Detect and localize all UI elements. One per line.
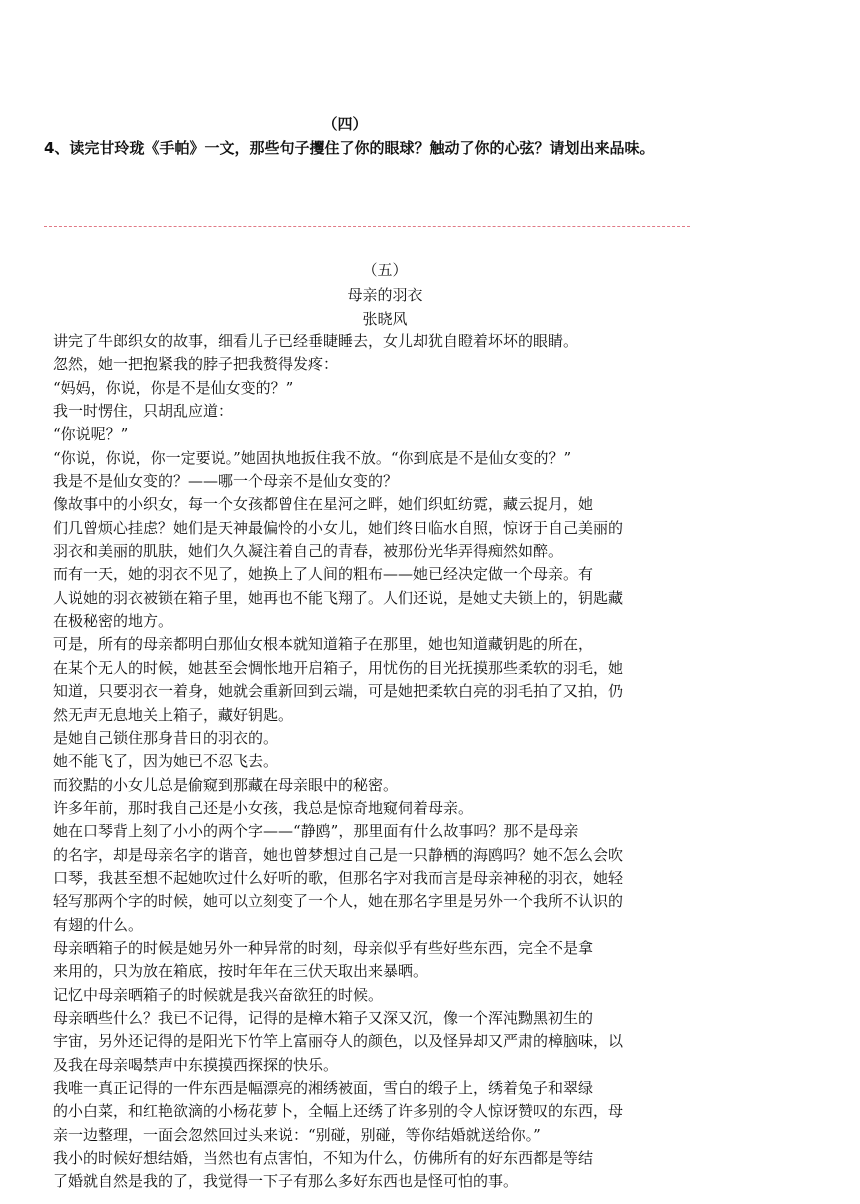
text-line: 在某个无人的时候，她甚至会惆怅地开启箱子，用忧伤的目光抚摸那些柔软的羽毛，她 — [53, 658, 624, 677]
text-line: 忽然，她一把抱紧我的脖子把我赘得发疼： — [53, 355, 339, 374]
text-line: 讲完了牛郎织女的故事，细看儿子已经垂睫睡去，女儿却犹自瞪着坏坏的眼睛。 — [53, 332, 579, 350]
text-line: 羽衣和美丽的肌肤，她们久久凝注着自己的青春，被那份光华弄得痴然如醉。 — [53, 542, 564, 561]
essay-title: 母亲的羽衣 — [347, 286, 423, 304]
text-line: 有翅的什么。 — [53, 915, 144, 934]
text-line: 是她自己锁住那身昔日的羽衣的。 — [53, 728, 279, 747]
text-line: “妈妈，你说，你是不是仙女变的？” — [53, 378, 294, 397]
text-line: 然无声无息地关上箱子，藏好钥匙。 — [53, 705, 294, 724]
text-line: “你说，你说，你一定要说。”她固执地扳住我不放。“你到底是不是仙女变的？” — [53, 448, 572, 467]
text-line: 知道，只要羽衣一着身，她就会重新回到云端，可是她把柔软白亮的羽毛拍了又拍，仍 — [53, 682, 624, 701]
essay-body — [53, 330, 683, 1194]
text-line: 我小的时候好想结婚，当然也有点害怕，不知为什么，仿佛所有的好东西都是等结 — [53, 1149, 594, 1168]
text-line: “你说呢？” — [53, 425, 129, 444]
text-line: 人说她的羽衣被锁在箱子里，她再也不能飞翔了。人们还说，是她丈夫锁上的，钥匙藏 — [53, 588, 624, 607]
text-line: 宇宙，另外还记得的是阳光下竹竿上富丽夺人的颜色，以及怪异却又严肃的樟脑味，以 — [53, 1032, 624, 1051]
text-line: 记忆中母亲晒箱子的时候就是我兴奋欲狂的时候。 — [53, 985, 384, 1004]
text-line: 母亲晒些什么？我已不记得，记得的是樟木箱子又深又沉，像一个浑沌黝黑初生的 — [53, 1008, 594, 1027]
text-line: 她不能飞了，因为她已不忍飞去。 — [53, 752, 279, 771]
text-line: 许多年前，那时我自己还是小女孩，我总是惊奇地窥伺着母亲。 — [53, 798, 474, 817]
section-5-heading: （五） — [362, 261, 408, 279]
dashed-divider — [44, 226, 690, 227]
text-line: 及我在母亲喝禁声中东摸摸西探探的快乐。 — [53, 1055, 339, 1074]
text-line: 们几曾烦心挂虑？她们是天神最偏怜的小女儿，她们终日临水自照，惊讶于自己美丽的 — [53, 518, 624, 537]
question-4: 4、读完甘玲珑《手帕》一文，那些句子攫住了你的眼球？触动了你的心弦？请划出来品味。 — [44, 139, 655, 157]
text-line: 可是，所有的母亲都明白那仙女根本就知道箱子在那里，她也知道藏钥匙的所在， — [53, 635, 594, 654]
text-line: 母亲晒箱子的时候是她另外一种异常的时刻，母亲似乎有些好些东西，完全不是拿 — [53, 938, 594, 957]
text-line: 来用的，只为放在箱底，按时年年在三伏天取出来暴晒。 — [53, 962, 429, 981]
text-line: 在极秘密的地方。 — [53, 612, 174, 631]
essay-author: 张晓风 — [362, 310, 408, 328]
text-line: 而有一天，她的羽衣不见了，她换上了人间的粗布——她已经决定做一个母亲。有 — [53, 565, 594, 584]
text-line: 而狡黠的小女儿总是偷窥到那藏在母亲眼中的秘密。 — [53, 775, 399, 794]
text-line: 我是不是仙女变的？——哪一个母亲不是仙女变的？ — [53, 472, 399, 491]
text-line: 亲一边整理，一面会忽然回过头来说：“别碰，别碰，等你结婚就送给你。” — [53, 1125, 541, 1144]
text-line: 了婚就自然是我的了，我觉得一下子有那么多好东西也是怪可怕的事。 — [53, 1172, 519, 1191]
text-line: 的名字，却是母亲名字的谐音，她也曾梦想过自己是一只静栖的海鸥吗？她不怎么会吹 — [53, 845, 624, 864]
text-line: 像故事中的小织女，每一个女孩都曾住在星河之畔，她们织虹纺霓，藏云捉月，她 — [53, 495, 594, 514]
text-line: 她在口琴背上刻了小小的两个字——“静鸥”，那里面有什么故事吗？那不是母亲 — [53, 822, 579, 841]
section-4-heading: （四） — [322, 115, 368, 133]
text-line: 的小白菜，和红艳欲滴的小杨花萝卜，全幅上还绣了许多别的令人惊讶赞叹的东西，母 — [53, 1102, 624, 1121]
text-line: 我一时愣住，只胡乱应道： — [53, 402, 234, 421]
text-line: 我唯一真正记得的一件东西是幅漂亮的湘绣被面，雪白的缎子上，绣着兔子和翠绿 — [53, 1079, 594, 1097]
text-line: 口琴，我甚至想不起她吹过什么好听的歌，但那名字对我而言是母亲神秘的羽衣，她轻 — [53, 868, 624, 887]
text-line: 轻写那两个字的时候，她可以立刻变了一个人，她在那名字里是另外一个我所不认识的 — [53, 892, 624, 911]
